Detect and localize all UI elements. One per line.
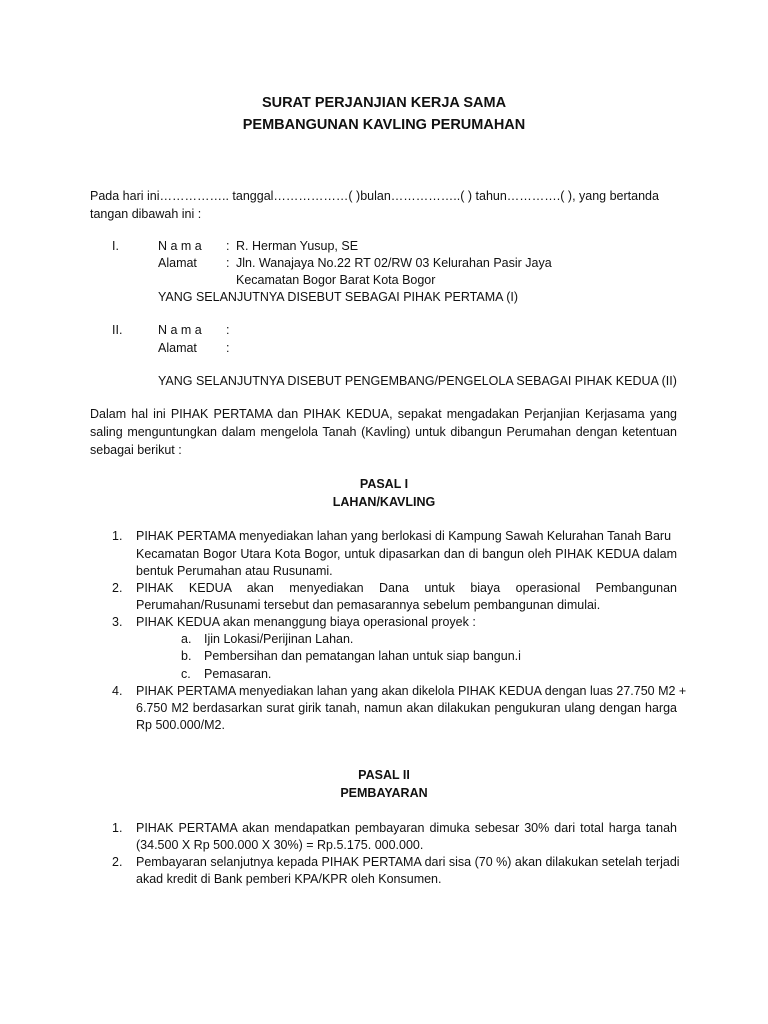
pasal1-item1-number: 1. (112, 529, 123, 543)
pasal2-item2-line1: Pembayaran selanjutnya kepada PIHAK PERTAMA dari sisa (70 %) akan dilakukan setelah terjadi (136, 855, 680, 869)
pasal1-item2-line1: PIHAK KEDUA akan menyediakan Dana untuk biaya operasional Pembangunan (136, 581, 677, 595)
pasal1-item2-line2: Perumahan/Rusunami tersebut dan pemasarannya sebelum pembangunan dimulai. (136, 598, 601, 612)
pasal1-item3-sub-b-letter: b. (181, 649, 192, 663)
party1-name-colon: : (226, 239, 230, 253)
party1-address-line2: Kecamatan Bogor Barat Kota Bogor (236, 273, 436, 287)
party2-number: II. (112, 323, 123, 337)
party1-number: I. (112, 239, 119, 253)
intro-line3: sebagai berikut : (90, 443, 182, 457)
opening-line1: Pada hari ini…………….. tanggal………………( )bulan……………..( ) tahun………….( ), yang bertanda (90, 189, 659, 203)
pasal1-item1-line2: Kecamatan Bogor Utara Kota Bogor, untuk dipasarkan dan di bangun oleh PIHAK KEDUA dalam (136, 547, 677, 561)
document-title-line2: PEMBANGUNAN KAVLING PERUMAHAN (242, 117, 526, 133)
pasal2-item1-number: 1. (112, 821, 123, 835)
party2-designation: YANG SELANJUTNYA DISEBUT PENGEMBANG/PENGELOLA SEBAGAI PIHAK KEDUA (II) (158, 374, 677, 388)
pasal1-item3-sub-c-letter: c. (181, 667, 191, 681)
party1-address-colon: : (226, 256, 230, 270)
intro-line2: saling menguntungkan dalam mengelola Tanah (Kavling) untuk dibangun Perumahan dengan ketentuan (90, 425, 677, 439)
pasal1-item3-sub-a-letter: a. (181, 632, 192, 646)
party2-address-colon: : (226, 341, 230, 355)
party1-address-label: Alamat (158, 256, 197, 270)
pasal2-item2-number: 2. (112, 855, 123, 869)
pasal1-item4-number: 4. (112, 684, 123, 698)
pasal1-item3-sub-c-text: Pemasaran. (204, 667, 272, 681)
pasal2-item2-line2: akad kredit di Bank pemberi KPA/KPR oleh Konsumen. (136, 872, 442, 886)
party1-name-label: N a m a (158, 239, 202, 253)
opening-line2: tangan dibawah ini : (90, 207, 202, 221)
pasal1-item1-line3: bentuk Perumahan atau Rusunami. (136, 564, 333, 578)
pasal1-item3-number: 3. (112, 615, 123, 629)
party1-address-line1: Jln. Wanajaya No.22 RT 02/RW 03 Kelurahan Pasir Jaya (236, 256, 552, 270)
party1-name-value: R. Herman Yusup, SE (236, 239, 359, 253)
pasal2-item1-line2: (34.500 X Rp 500.000 X 30%) = Rp.5.175. 000.000. (136, 838, 424, 852)
pasal1-item4-line1: PIHAK PERTAMA menyediakan lahan yang akan dikelola PIHAK KEDUA dengan luas 27.750 M2 + (136, 684, 687, 698)
pasal2-heading: PASAL II (358, 768, 410, 782)
pasal2-item1-line1: PIHAK PERTAMA akan mendapatkan pembayaran dimuka sebesar 30% dari total harga tanah (136, 821, 677, 835)
pasal1-item2-number: 2. (112, 581, 123, 595)
pasal1-item3-sub-b-text: Pembersihan dan pematangan lahan untuk siap bangun.i (204, 649, 521, 663)
document-title-line1: SURAT PERJANJIAN KERJA SAMA (261, 95, 507, 111)
party2-name-label: N a m a (158, 323, 202, 337)
intro-line1: Dalam hal ini PIHAK PERTAMA dan PIHAK KEDUA, sepakat mengadakan Perjanjian Kerjasama yang (90, 407, 677, 421)
pasal1-item4-line2: 6.750 M2 berdasarkan surat girik tanah, namun akan dilakukan pengukuran ulang dengan harga (136, 701, 677, 715)
pasal1-heading: PASAL I (359, 477, 409, 491)
pasal1-subheading: LAHAN/KAVLING (332, 495, 436, 509)
pasal1-item4-line3: Rp 500.000/M2. (136, 718, 225, 732)
pasal1-item3-line1: PIHAK KEDUA akan menanggung biaya operasional proyek : (136, 615, 476, 629)
party1-designation: YANG SELANJUTNYA DISEBUT SEBAGAI PIHAK PERTAMA (I) (158, 290, 519, 304)
pasal1-item1-line1: PIHAK PERTAMA menyediakan lahan yang berlokasi di Kampung Sawah Kelurahan Tanah Baru (136, 529, 672, 543)
party2-address-label: Alamat (158, 341, 197, 355)
pasal2-subheading: PEMBAYARAN (340, 786, 428, 800)
pasal1-item3-sub-a-text: Ijin Lokasi/Perijinan Lahan. (204, 632, 354, 646)
party2-name-colon: : (226, 323, 230, 337)
